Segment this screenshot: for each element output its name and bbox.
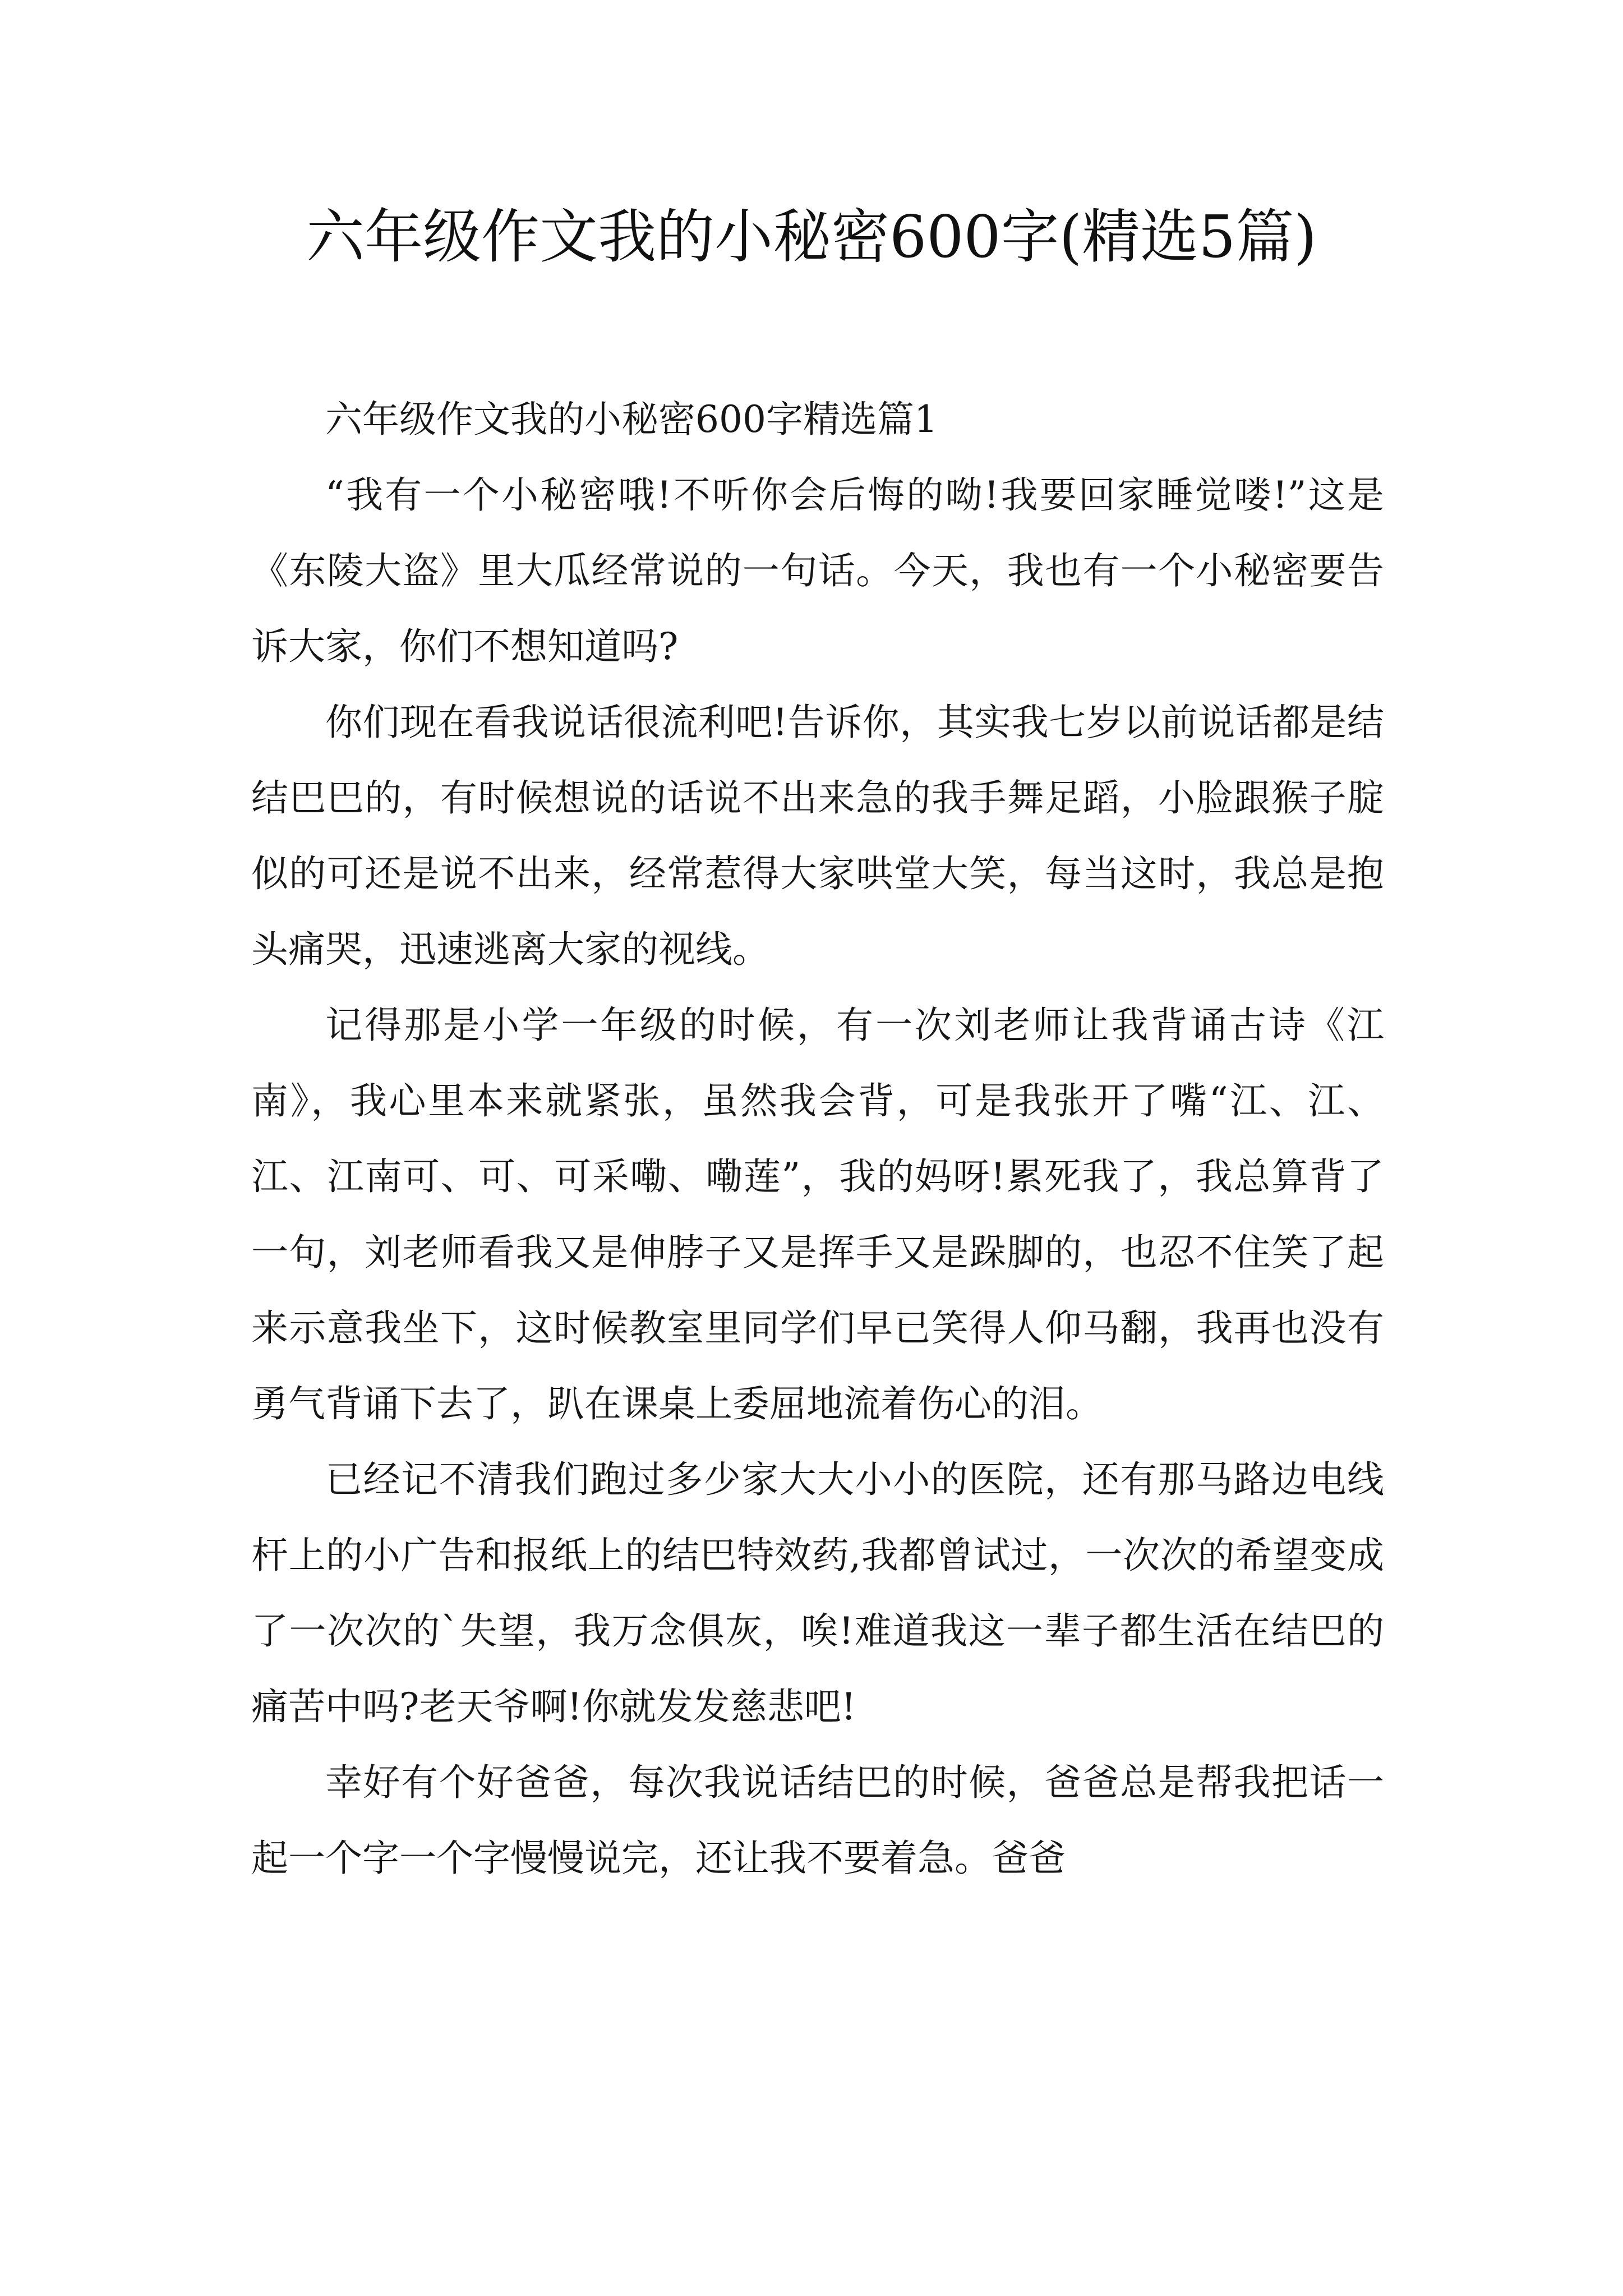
document-title: 六年级作文我的小秘密600字(精选5篇) [306,203,1317,271]
paragraph: 你们现在看我说话很流利吧!告诉你，其实我七岁以前说话都是结结巴巴的，有时候想说的话说不出来急的我手舞足蹈，小脸跟猴子腚似的可还是说不出来，经常惹得大家哄堂大笑，每当这时，我总是抱头痛哭，迅速逃离大家的视线。 [251,701,1384,971]
paragraph: 记得那是小学一年级的时候，有一次刘老师让我背诵古诗《江南》，我心里本来就紧张，虽然我会背，可是我张开了嘴“江、江、江、江南可、可、可采嘞、嘞莲”，我的妈呀!累死我了，我总算背了一句，刘老师看我又是伸脖子又是挥手又是跺脚的，也忍不住笑了起来示意我坐下，这时候教室里同学们早已笑得人仰马翻，我再也没有勇气背诵下去了，趴在课桌上委屈地流着伤心的泪。 [251,1004,1384,1425]
paragraph: 已经记不清我们跑过多少家大大小小的医院，还有那马路边电线杆上的小广告和报纸上的结巴特效药,我都曾试过，一次次的希望变成了一次次的`失望，我万念俱灰，唉!难道我这一辈子都生活在结巴的痛苦中吗?老天爷啊!你就发发慈悲吧! [251,1458,1384,1728]
section-heading: 六年级作文我的小秘密600字精选篇1 [325,398,938,441]
document-body [251,381,1384,1896]
paragraph: “我有一个小秘密哦!不听你会后悔的呦!我要回家睡觉喽!”这是《东陵大盗》里大瓜经常说的一句话。今天，我也有一个小秘密要告诉大家，你们不想知道吗? [251,473,1384,668]
paragraph: 幸好有个好爸爸，每次我说话结巴的时候，爸爸总是帮我把话一起一个字一个字慢慢说完，还让我不要着急。爸爸 [251,1761,1384,1880]
